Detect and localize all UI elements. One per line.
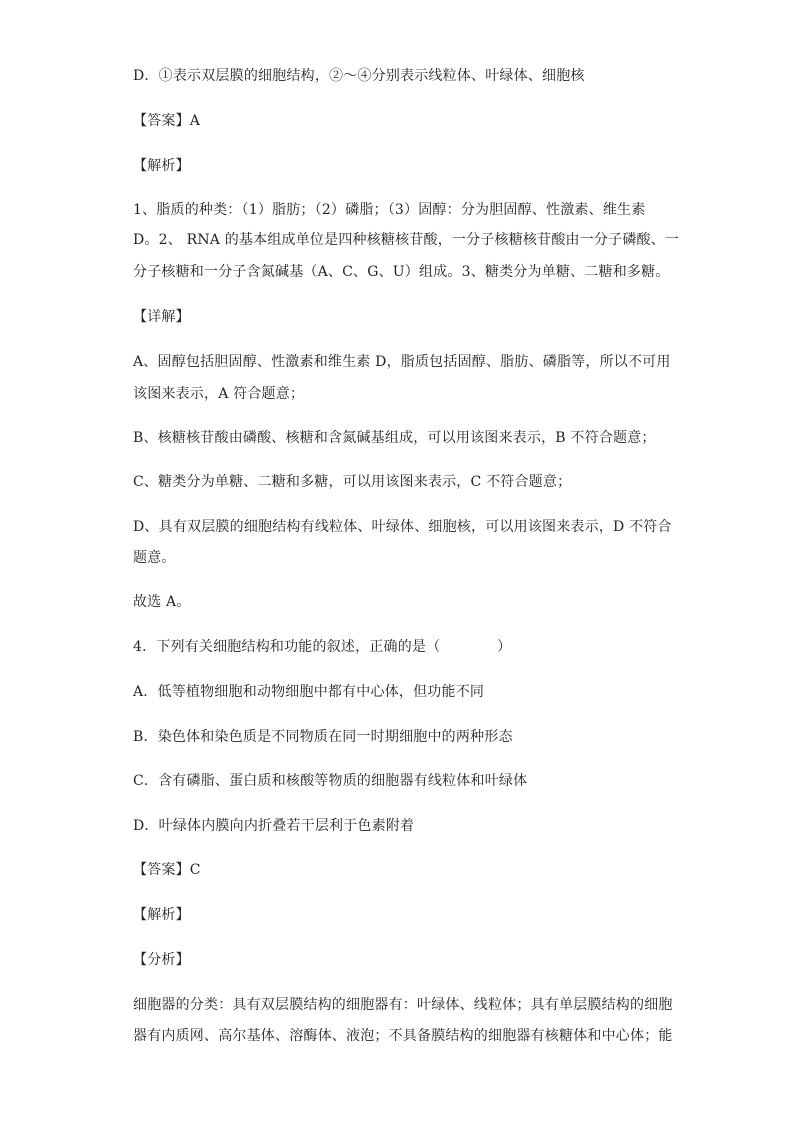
q3-detail-a-line-1: A、固醇包括胆固醇、性激素和维生素 D，脂质包括固醇、脂肪、磷脂等，所以不可用 [133, 354, 671, 370]
q4-fenxi-line-1: 细胞器的分类：具有双层膜结构的细胞器有：叶绿体、线粒体；具有单层膜结构的细胞 [133, 997, 673, 1013]
q4-option-c: C．含有磷脂、蛋白质和核酸等物质的细胞器有线粒体和叶绿体 [133, 773, 528, 789]
q4-answer: 【答案】C [133, 862, 201, 878]
q4-option-a: A．低等植物细胞和动物细胞中都有中心体，但功能不同 [133, 684, 485, 700]
q4-option-b: B．染色体和染色质是不同物质在同一时期细胞中的两种形态 [133, 729, 513, 745]
q3-analysis-line-1: 1、脂质的种类：（1）脂肪；（2）磷脂；（3）固醇：分为胆固醇、性激素、维生素 [133, 202, 646, 218]
q3-analysis-line-3: 分子核糖和一分子含氮碱基（A、C、G、U）组成。3、糖类分为单糖、二糖和多糖。 [133, 264, 670, 280]
q3-detail-d-line-1: D、具有双层膜的细胞结构有线粒体、叶绿体、细胞核，可以用该图来表示，D 不符合 [133, 519, 672, 535]
q3-answer: 【答案】A [133, 113, 201, 129]
q3-analysis-line-2: D。2、 RNA 的基本组成单位是四种核糖核苷酸，一分子核糖核苷酸由一分子磷酸、一 [133, 232, 680, 248]
q3-conclusion: 故选 A。 [133, 594, 191, 610]
q4-fenxi-line-2: 器有内质网、高尔基体、溶酶体、液泡；不具备膜结构的细胞器有核糖体和中心体；能 [133, 1028, 673, 1044]
q3-detail-c: C、糖类分为单糖、二糖和多糖，可以用该图来表示，C 不符合题意； [133, 474, 572, 490]
q3-detail-a-line-2: 该图来表示，A 符合题意； [133, 386, 305, 402]
q3-analysis-heading: 【解析】 [133, 158, 190, 174]
q4-stem: 4．下列有关细胞结构和功能的叙述，正确的是（ ） [133, 639, 512, 655]
q4-option-d: D．叶绿体内膜向内折叠若干层利于色素附着 [133, 818, 415, 834]
q4-fenxi-heading: 【分析】 [133, 952, 190, 968]
q3-detail-heading: 【详解】 [133, 309, 190, 325]
q3-detail-d-line-2: 题意。 [133, 550, 176, 566]
q4-analysis-heading: 【解析】 [133, 907, 190, 923]
q3-detail-b: B、核糖核苷酸由磷酸、核糖和含氮碱基组成，可以用该图来表示，B 不符合题意； [133, 430, 656, 446]
q3-option-d: D．①表示双层膜的细胞结构，②～④分别表示线粒体、叶绿体、细胞核 [133, 68, 585, 84]
